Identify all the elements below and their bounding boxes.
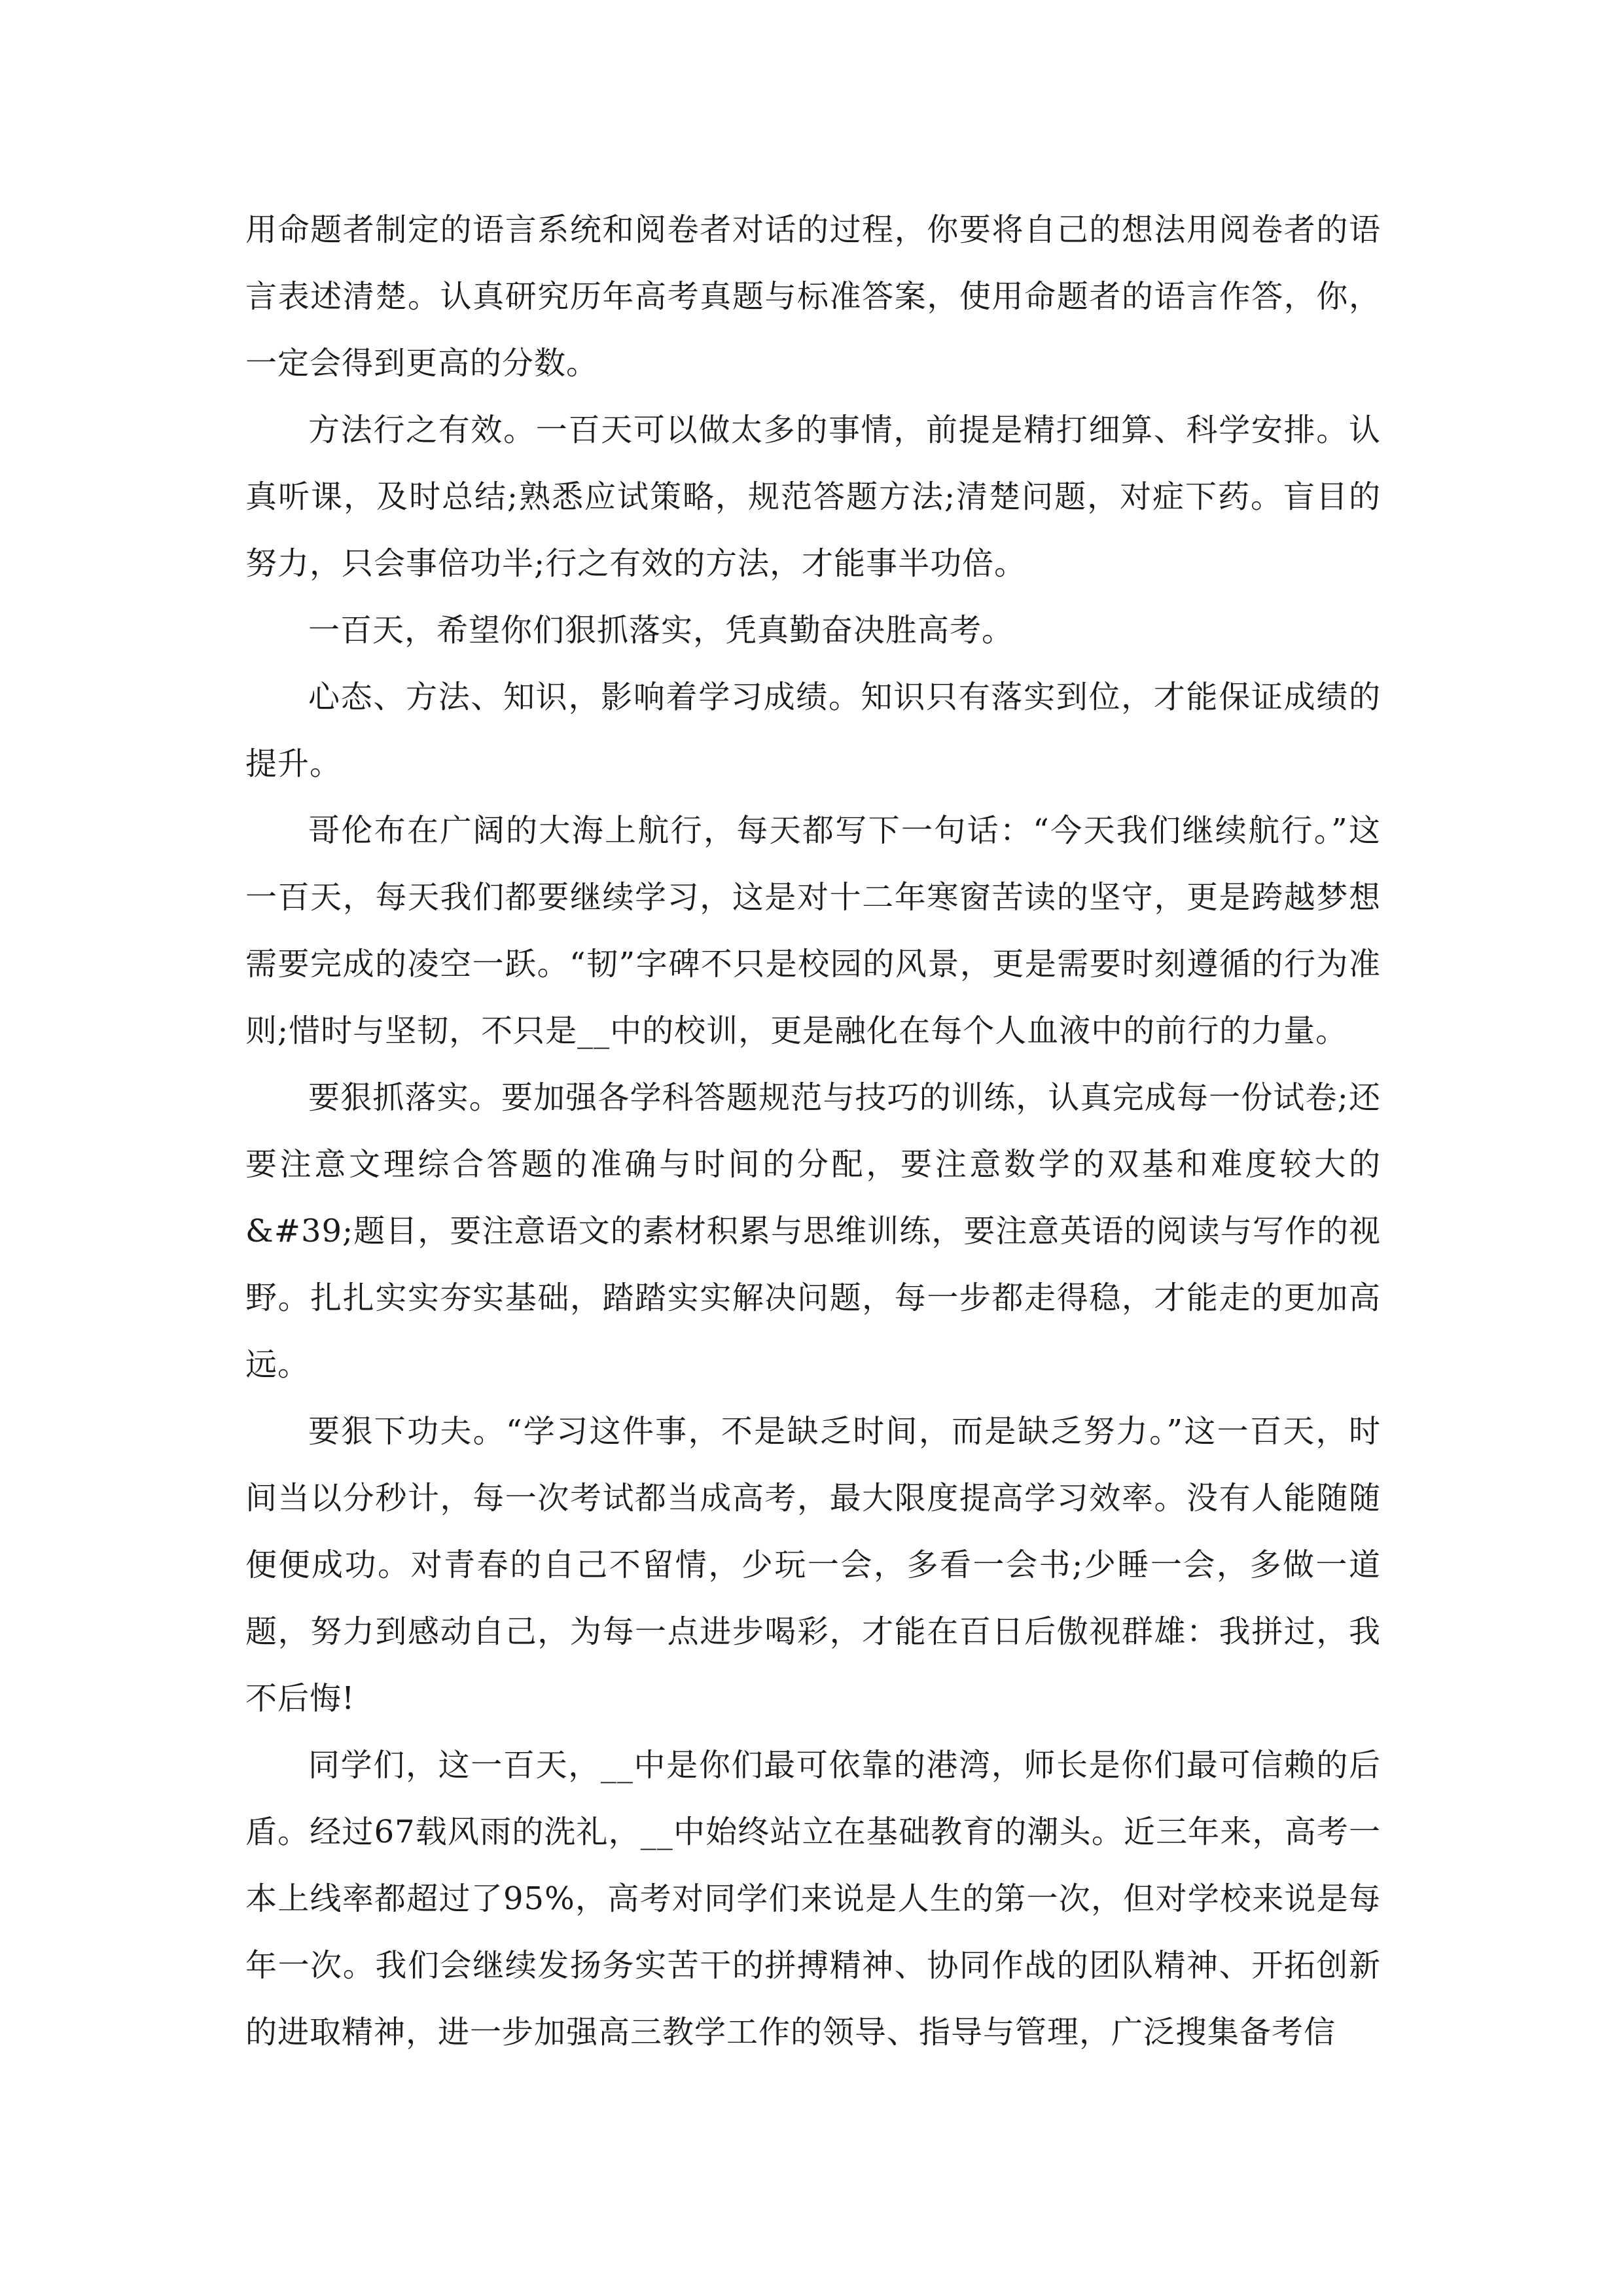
paragraph-method: 方法行之有效。一百天可以做太多的事情，前提是精打细算、科学安排。认真听课，及时总结;熟悉应试策略，规范答题方法;清楚问题，对症下药。盲目的努力，只会事倍功半;行之有效的方法，才能事半功倍。 <box>245 412 1381 582</box>
document-body <box>245 196 1381 2066</box>
paragraph-mindset: 心态、方法、知识，影响着学习成绩。知识只有落实到位，才能保证成绩的提升。 <box>245 679 1381 782</box>
paragraph-continued: 用命题者制定的语言系统和阅卷者对话的过程，你要将自己的想法用阅卷者的语言表述清楚。认真研究历年高考真题与标准答案，使用命题者的语言作答，你，一定会得到更高的分数。 <box>245 211 1381 382</box>
paragraph-columbus: 哥伦布在广阔的大海上航行，每天都写下一句话：“今天我们继续航行。”这一百天，每天我们都要继续学习，这是对十二年寒窗苦读的坚守，更是跨越梦想需要完成的凌空一跃。“韧”字碑不只是校园的风景，更是需要时刻遵循的行为准则;惜时与坚韧，不只是__中的校训，更是融化在每个人血液中的前行的力量。 <box>245 812 1381 1049</box>
paragraph-classmates: 同学们，这一百天，__中是你们最可依靠的港湾，师长是你们最可信赖的后盾。经过67载风雨的洗礼，__中始终站立在基础教育的潮头。近三年来，高考一本上线率都超过了95%，高考对同学们来说是人生的第一次，但对学校来说是每年一次。我们会继续发扬务实苦干的拼搏精神、协同作战的团队精神、开拓创新的进取精神，进一步加强高三教学工作的领导、指导与管理，广泛搜集备考信 <box>245 1747 1381 2051</box>
paragraph-implementation: 要狠抓落实。要加强各学科答题规范与技巧的训练，认真完成每一份试卷;还要注意文理综合答题的准确与时间的分配，要注意数学的双基和难度较大的&#39;题目，要注意语文的素材积累与思维训练，要注意英语的阅读与写作的视野。扎扎实实夯实基础，踏踏实实解决问题，每一步都走得稳，才能走的更加高远。 <box>245 1079 1381 1383</box>
paragraph-hundred-days: 一百天，希望你们狠抓落实，凭真勤奋决胜高考。 <box>308 612 1014 649</box>
paragraph-effort: 要狠下功夫。“学习这件事，不是缺乏时间，而是缺乏努力。”这一百天，时间当以分秒计，每一次考试都当成高考，最大限度提高学习效率。没有人能随随便便成功。对青春的自己不留情，少玩一会，多看一会书;少睡一会，多做一道题，努力到感动自己，为每一点进步喝彩，才能在百日后傲视群雄：我拼过，我不后悔! <box>245 1413 1381 1717</box>
